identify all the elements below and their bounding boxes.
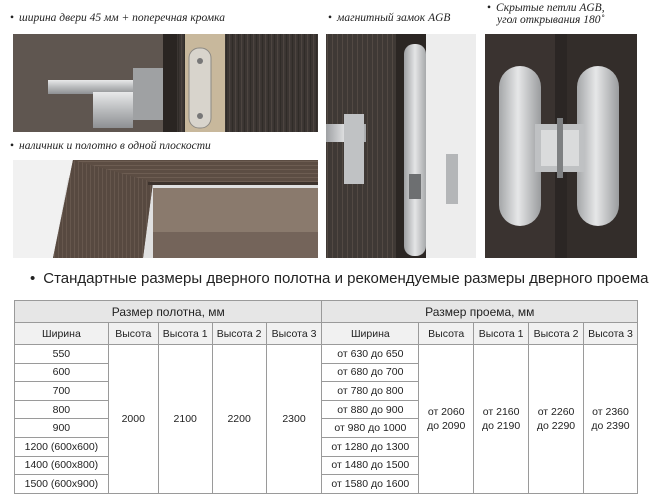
leaf-height-2-cell: 2200 bbox=[212, 345, 266, 494]
photo-door-edge-handle bbox=[13, 34, 318, 132]
leaf-width-cell: 700 bbox=[15, 382, 109, 401]
photo-magnetic-lock bbox=[326, 34, 476, 258]
leaf-width-cell: 1500 (600x900) bbox=[15, 475, 109, 494]
leaf-height-1-cell: 2100 bbox=[158, 345, 212, 494]
leaf-width-cell: 900 bbox=[15, 419, 109, 438]
caption-magnetic-lock: • магнитный замок AGB bbox=[328, 12, 451, 24]
leaf-height-cell: 2000 bbox=[108, 345, 158, 494]
opening-col-height-1: Высота 1 bbox=[474, 323, 529, 345]
leaf-width-cell: 800 bbox=[15, 400, 109, 419]
caption-casing-plane: • наличник и полотно в одной плоскости bbox=[10, 140, 211, 152]
opening-width-cell: от 630 до 650 bbox=[322, 345, 419, 364]
table-row bbox=[15, 345, 638, 364]
leaf-col-height: Высота bbox=[108, 323, 158, 345]
leaf-col-height-3: Высота 3 bbox=[266, 323, 322, 345]
leaf-size-group-header: Размер полотна, мм bbox=[15, 301, 322, 323]
opening-height-3-cell: от 2360 до 2390 bbox=[584, 345, 638, 494]
opening-col-height-2: Высота 2 bbox=[529, 323, 584, 345]
opening-width-cell: от 980 до 1000 bbox=[322, 419, 419, 438]
photo-hidden-hinge bbox=[485, 34, 637, 258]
leaf-width-cell: 1200 (600x600) bbox=[15, 437, 109, 456]
opening-width-cell: от 880 до 900 bbox=[322, 400, 419, 419]
leaf-col-height-1: Высота 1 bbox=[158, 323, 212, 345]
section-title: • Стандартные размеры дверного полотна и рекомендуемые размеры дверного проема bbox=[30, 270, 649, 287]
caption-hidden-hinges: • Скрытые петли AGB, угол открывания 180˚ bbox=[487, 2, 605, 26]
opening-col-height-3: Высота 3 bbox=[584, 323, 638, 345]
caption-door-width: • ширина двери 45 мм + поперечная кромка bbox=[10, 12, 225, 24]
opening-col-height: Высота bbox=[419, 323, 474, 345]
opening-height-1-cell: от 2160 до 2190 bbox=[474, 345, 529, 494]
leaf-width-cell: 550 bbox=[15, 345, 109, 364]
opening-width-cell: от 1280 до 1300 bbox=[322, 437, 419, 456]
leaf-height-3-cell: 2300 bbox=[266, 345, 322, 494]
opening-size-group-header: Размер проема, мм bbox=[322, 301, 638, 323]
leaf-width-cell: 1400 (600x800) bbox=[15, 456, 109, 475]
sizes-table bbox=[14, 300, 638, 494]
opening-width-cell: от 1580 до 1600 bbox=[322, 475, 419, 494]
leaf-width-cell: 600 bbox=[15, 363, 109, 382]
opening-col-width: Ширина bbox=[322, 323, 419, 345]
photo-casing-plane bbox=[13, 160, 318, 258]
opening-width-cell: от 680 до 700 bbox=[322, 363, 419, 382]
opening-width-cell: от 780 до 800 bbox=[322, 382, 419, 401]
leaf-col-height-2: Высота 2 bbox=[212, 323, 266, 345]
opening-width-cell: от 1480 до 1500 bbox=[322, 456, 419, 475]
leaf-col-width: Ширина bbox=[15, 323, 109, 345]
opening-height-2-cell: от 2260 до 2290 bbox=[529, 345, 584, 494]
opening-height-cell: от 2060 до 2090 bbox=[419, 345, 474, 494]
